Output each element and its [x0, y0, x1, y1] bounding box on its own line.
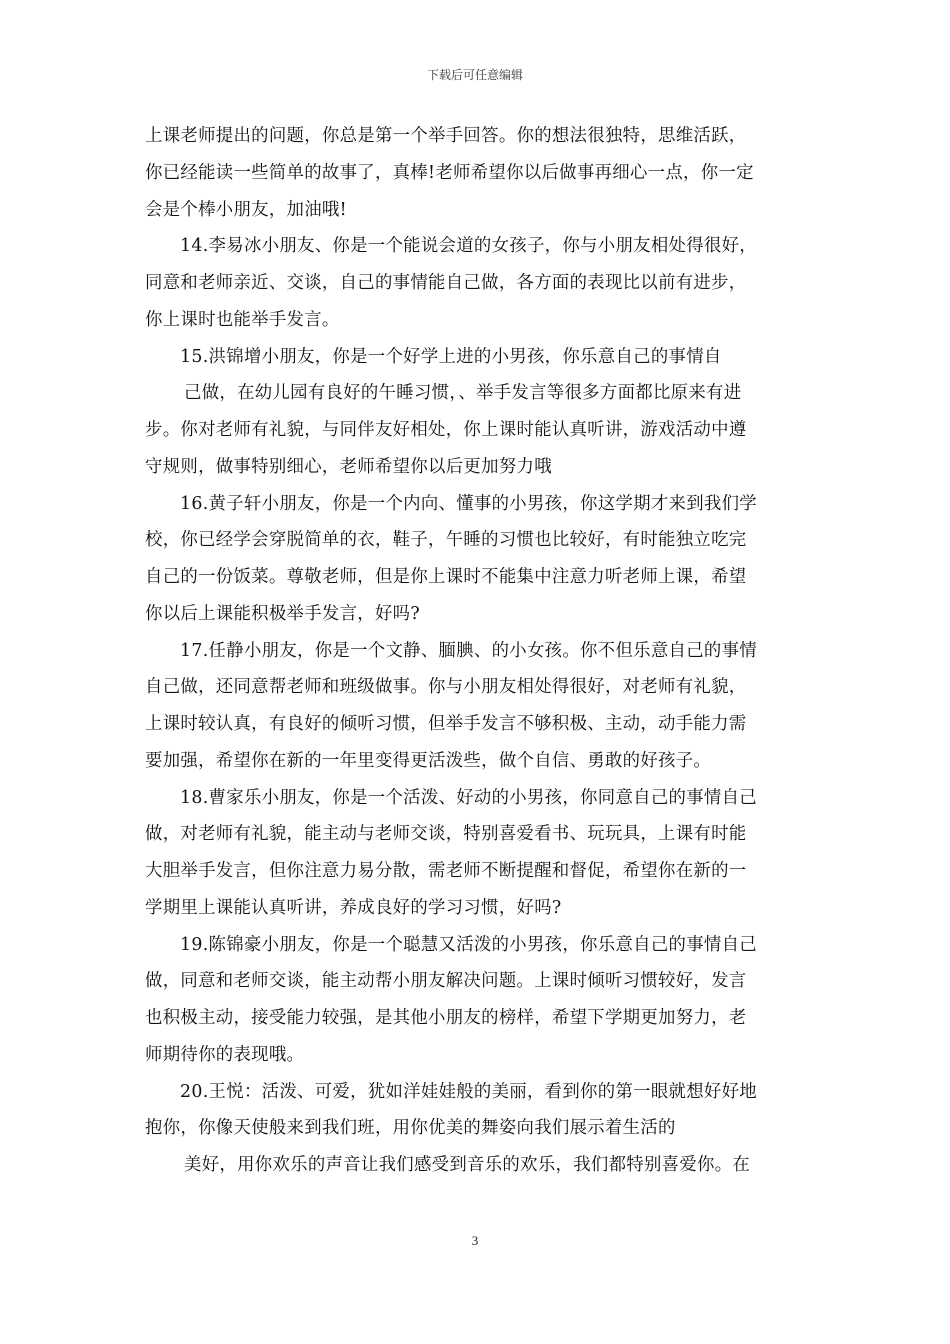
text-line: 同意和老师亲近、交谈，自己的事情能自己做，各方面的表现比以前有进步，: [145, 273, 747, 293]
text-line: 做，对老师有礼貌，能主动与老师交谈，特别喜爱看书、玩玩具，上课有时能: [145, 824, 747, 845]
text-line: 要加强，希望你在新的一年里变得更活泼些，做个自信、勇敢的好孩子。: [145, 750, 712, 771]
text-line: 做，同意和老师交谈，能主动帮小朋友解决问题。上课时倾听习惯较好，发言: [145, 971, 747, 992]
text-line: 美好，用你欢乐的声音让我们感受到音乐的欢乐，我们都特别喜爱你。在: [184, 1155, 751, 1175]
text-line: 16.黄子轩小朋友，你是一个内向、懂事的小男孩，你这学期才来到我们学: [180, 493, 757, 514]
text-line: 师期待你的表现哦。: [145, 1044, 305, 1065]
text-line: 14.李易冰小朋友、你是一个能说会道的女孩子，你与小朋友相处得很好，: [180, 236, 757, 257]
page-header: 下载后可任意编辑: [426, 68, 523, 82]
text-line: 步。你对老师有礼貌，与同伴友好相处，你上课时能认真听讲，游戏活动中遵: [145, 420, 747, 440]
text-line: 守规则，做事特别细心，老师希望你以后更加努力哦: [145, 456, 552, 477]
text-line: 18.曹家乐小朋友，你是一个活泼、好动的小男孩，你同意自己的事情自己: [180, 787, 757, 808]
text-line: 大胆举手发言，但你注意力易分散，需老师不断提醒和督促，希望你在新的一: [145, 861, 747, 881]
text-line: 19.陈锦豪小朋友，你是一个聪慧又活泼的小男孩，你乐意自己的事情自己: [180, 934, 757, 955]
text-line: 15.洪锦增小朋友，你是一个好学上进的小男孩，你乐意自己的事情自: [180, 346, 722, 367]
text-line: 自己的一份饭菜。尊敬老师，但是你上课时不能集中注意力听老师上课，希望: [145, 567, 747, 587]
text-line: 也积极主动，接受能力较强，是其他小朋友的榜样，希望下学期更加努力，老: [145, 1008, 747, 1028]
text-line: 上课老师提出的问题，你总是第一个举手回答。你的想法很独特，思维活跃，: [145, 126, 747, 146]
text-line: 你以后上课能积极举手发言，好吗?: [145, 603, 420, 624]
text-line: 你已经能读一些简单的故事了，真棒!老师希望你以后做事再细心一点，你一定: [145, 162, 754, 183]
page-number: 3: [471, 1233, 479, 1248]
text-line: 你上课时也能举手发言。: [145, 309, 340, 330]
document-body: [145, 118, 809, 1184]
text-line: 会是个棒小朋友，加油哦!: [145, 199, 347, 220]
text-line: 抱你，你像天使般来到我们班，用你优美的舞姿向我们展示着生活的: [145, 1118, 676, 1139]
text-line: 学期里上课能认真听讲，养成良好的学习习惯，好吗?: [145, 897, 562, 918]
text-line: 20.王悦：活泼、可爱，犹如洋娃娃般的美丽，看到你的第一眼就想好好地: [180, 1081, 757, 1102]
text-line: 17.任静小朋友，你是一个文静、腼腆、的小女孩。你不但乐意自己的事情: [180, 640, 757, 661]
text-line: 上课时较认真，有良好的倾听习惯，但举手发言不够积极、主动，动手能力需: [145, 714, 747, 734]
text-line: 校，你已经学会穿脱简单的衣，鞋子，午睡的习惯也比较好，有时能独立吃完: [145, 530, 747, 551]
text-line: 自己做，还同意帮老师和班级做事。你与小朋友相处得很好，对老师有礼貌，: [145, 677, 747, 698]
text-line: 己做，在幼儿园有良好的午睡习惯，、举手发言等很多方面都比原来有进: [184, 383, 742, 404]
